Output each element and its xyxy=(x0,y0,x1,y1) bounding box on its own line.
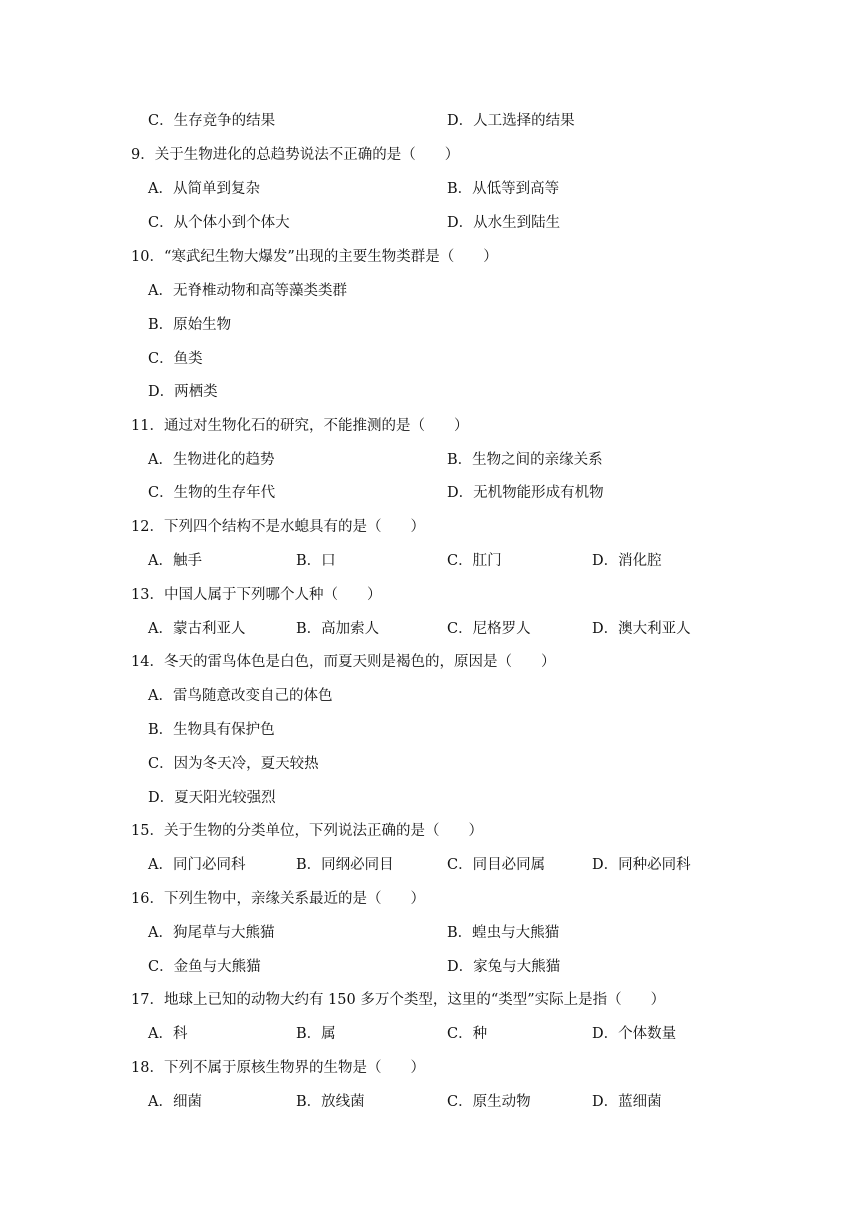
q10-option-a: A．无脊椎动物和高等藻类类群 xyxy=(148,283,347,299)
q9-option-a: A．从简单到复杂 xyxy=(148,181,260,197)
q14-stem: 14．冬天的雷鸟体色是白色，而夏天则是褐色的，原因是（ ） xyxy=(131,654,556,670)
q12-option-c: C．肛门 xyxy=(447,553,502,569)
q17-stem: 17．地球上已知的动物大约有 150 多万个类型，这里的“类型”实际上是指（ ） xyxy=(131,992,666,1008)
q17-option-d: D．个体数量 xyxy=(592,1026,677,1042)
q15-option-a: A．同门必同科 xyxy=(148,857,246,873)
q9-option-b: B．从低等到高等 xyxy=(447,181,560,197)
q16-option-a: A．狗尾草与大熊猫 xyxy=(148,925,275,941)
q12-stem: 12．下列四个结构不是水螅具有的是（ ） xyxy=(131,519,425,535)
q15-option-b: B．同纲必同目 xyxy=(296,857,394,873)
q14-option-a: A．雷鸟随意改变自己的体色 xyxy=(148,688,333,704)
q10-stem: 10．“寒武纪生物大爆发”出现的主要生物类群是（ ） xyxy=(131,249,498,265)
q16-option-c: C．金鱼与大熊猫 xyxy=(148,959,261,975)
q11-stem: 11．通过对生物化石的研究，不能推测的是（ ） xyxy=(131,418,469,434)
q9-stem: 9．关于生物进化的总趋势说法不正确的是（ ） xyxy=(131,147,460,163)
q18-option-a: A．细菌 xyxy=(148,1094,202,1110)
q14-option-b: B．生物具有保护色 xyxy=(148,722,275,738)
q11-option-b: B．生物之间的亲缘关系 xyxy=(447,452,603,468)
q16-option-d: D．家兔与大熊猫 xyxy=(447,959,561,975)
q12-option-d: D．消化腔 xyxy=(592,553,662,569)
q18-option-d: D．蓝细菌 xyxy=(592,1094,662,1110)
q13-option-b: B．高加索人 xyxy=(296,621,380,637)
q16-stem: 16．下列生物中，亲缘关系最近的是（ ） xyxy=(131,891,425,907)
q14-option-d: D．夏天阳光较强烈 xyxy=(148,790,276,806)
q13-option-a: A．蒙古利亚人 xyxy=(148,621,246,637)
q8-option-c: C．生存竞争的结果 xyxy=(148,113,276,129)
q16-option-b: B．蝗虫与大熊猫 xyxy=(447,925,560,941)
q17-option-a: A．科 xyxy=(148,1026,188,1042)
q18-option-c: C．原生动物 xyxy=(447,1094,531,1110)
q11-option-a: A．生物进化的趋势 xyxy=(148,452,275,468)
q15-option-c: C．同目必同属 xyxy=(447,857,546,873)
q13-stem: 13．中国人属于下列哪个人种（ ） xyxy=(131,587,382,603)
q15-stem: 15．关于生物的分类单位，下列说法正确的是（ ） xyxy=(131,823,483,839)
q11-option-c: C．生物的生存年代 xyxy=(148,485,276,501)
q11-option-d: D．无机物能形成有机物 xyxy=(447,485,604,501)
q18-stem: 18．下列不属于原核生物界的生物是（ ） xyxy=(131,1060,425,1076)
q17-option-b: B．属 xyxy=(296,1026,336,1042)
q10-option-c: C．鱼类 xyxy=(148,351,203,367)
q18-option-b: B．放线菌 xyxy=(296,1094,365,1110)
q8-option-d: D．人工选择的结果 xyxy=(447,113,575,129)
q9-option-c: C．从个体小到个体大 xyxy=(148,215,290,231)
q10-option-d: D．两栖类 xyxy=(148,384,218,400)
q12-option-a: A．触手 xyxy=(148,553,202,569)
q10-option-b: B．原始生物 xyxy=(148,317,232,333)
q15-option-d: D．同种必同科 xyxy=(592,857,691,873)
q14-option-c: C．因为冬天冷，夏天较热 xyxy=(148,756,319,772)
q17-option-c: C．种 xyxy=(447,1026,488,1042)
q13-option-d: D．澳大利亚人 xyxy=(592,621,691,637)
q13-option-c: C．尼格罗人 xyxy=(447,621,531,637)
q9-option-d: D．从水生到陆生 xyxy=(447,215,561,231)
q12-option-b: B．口 xyxy=(296,553,336,569)
